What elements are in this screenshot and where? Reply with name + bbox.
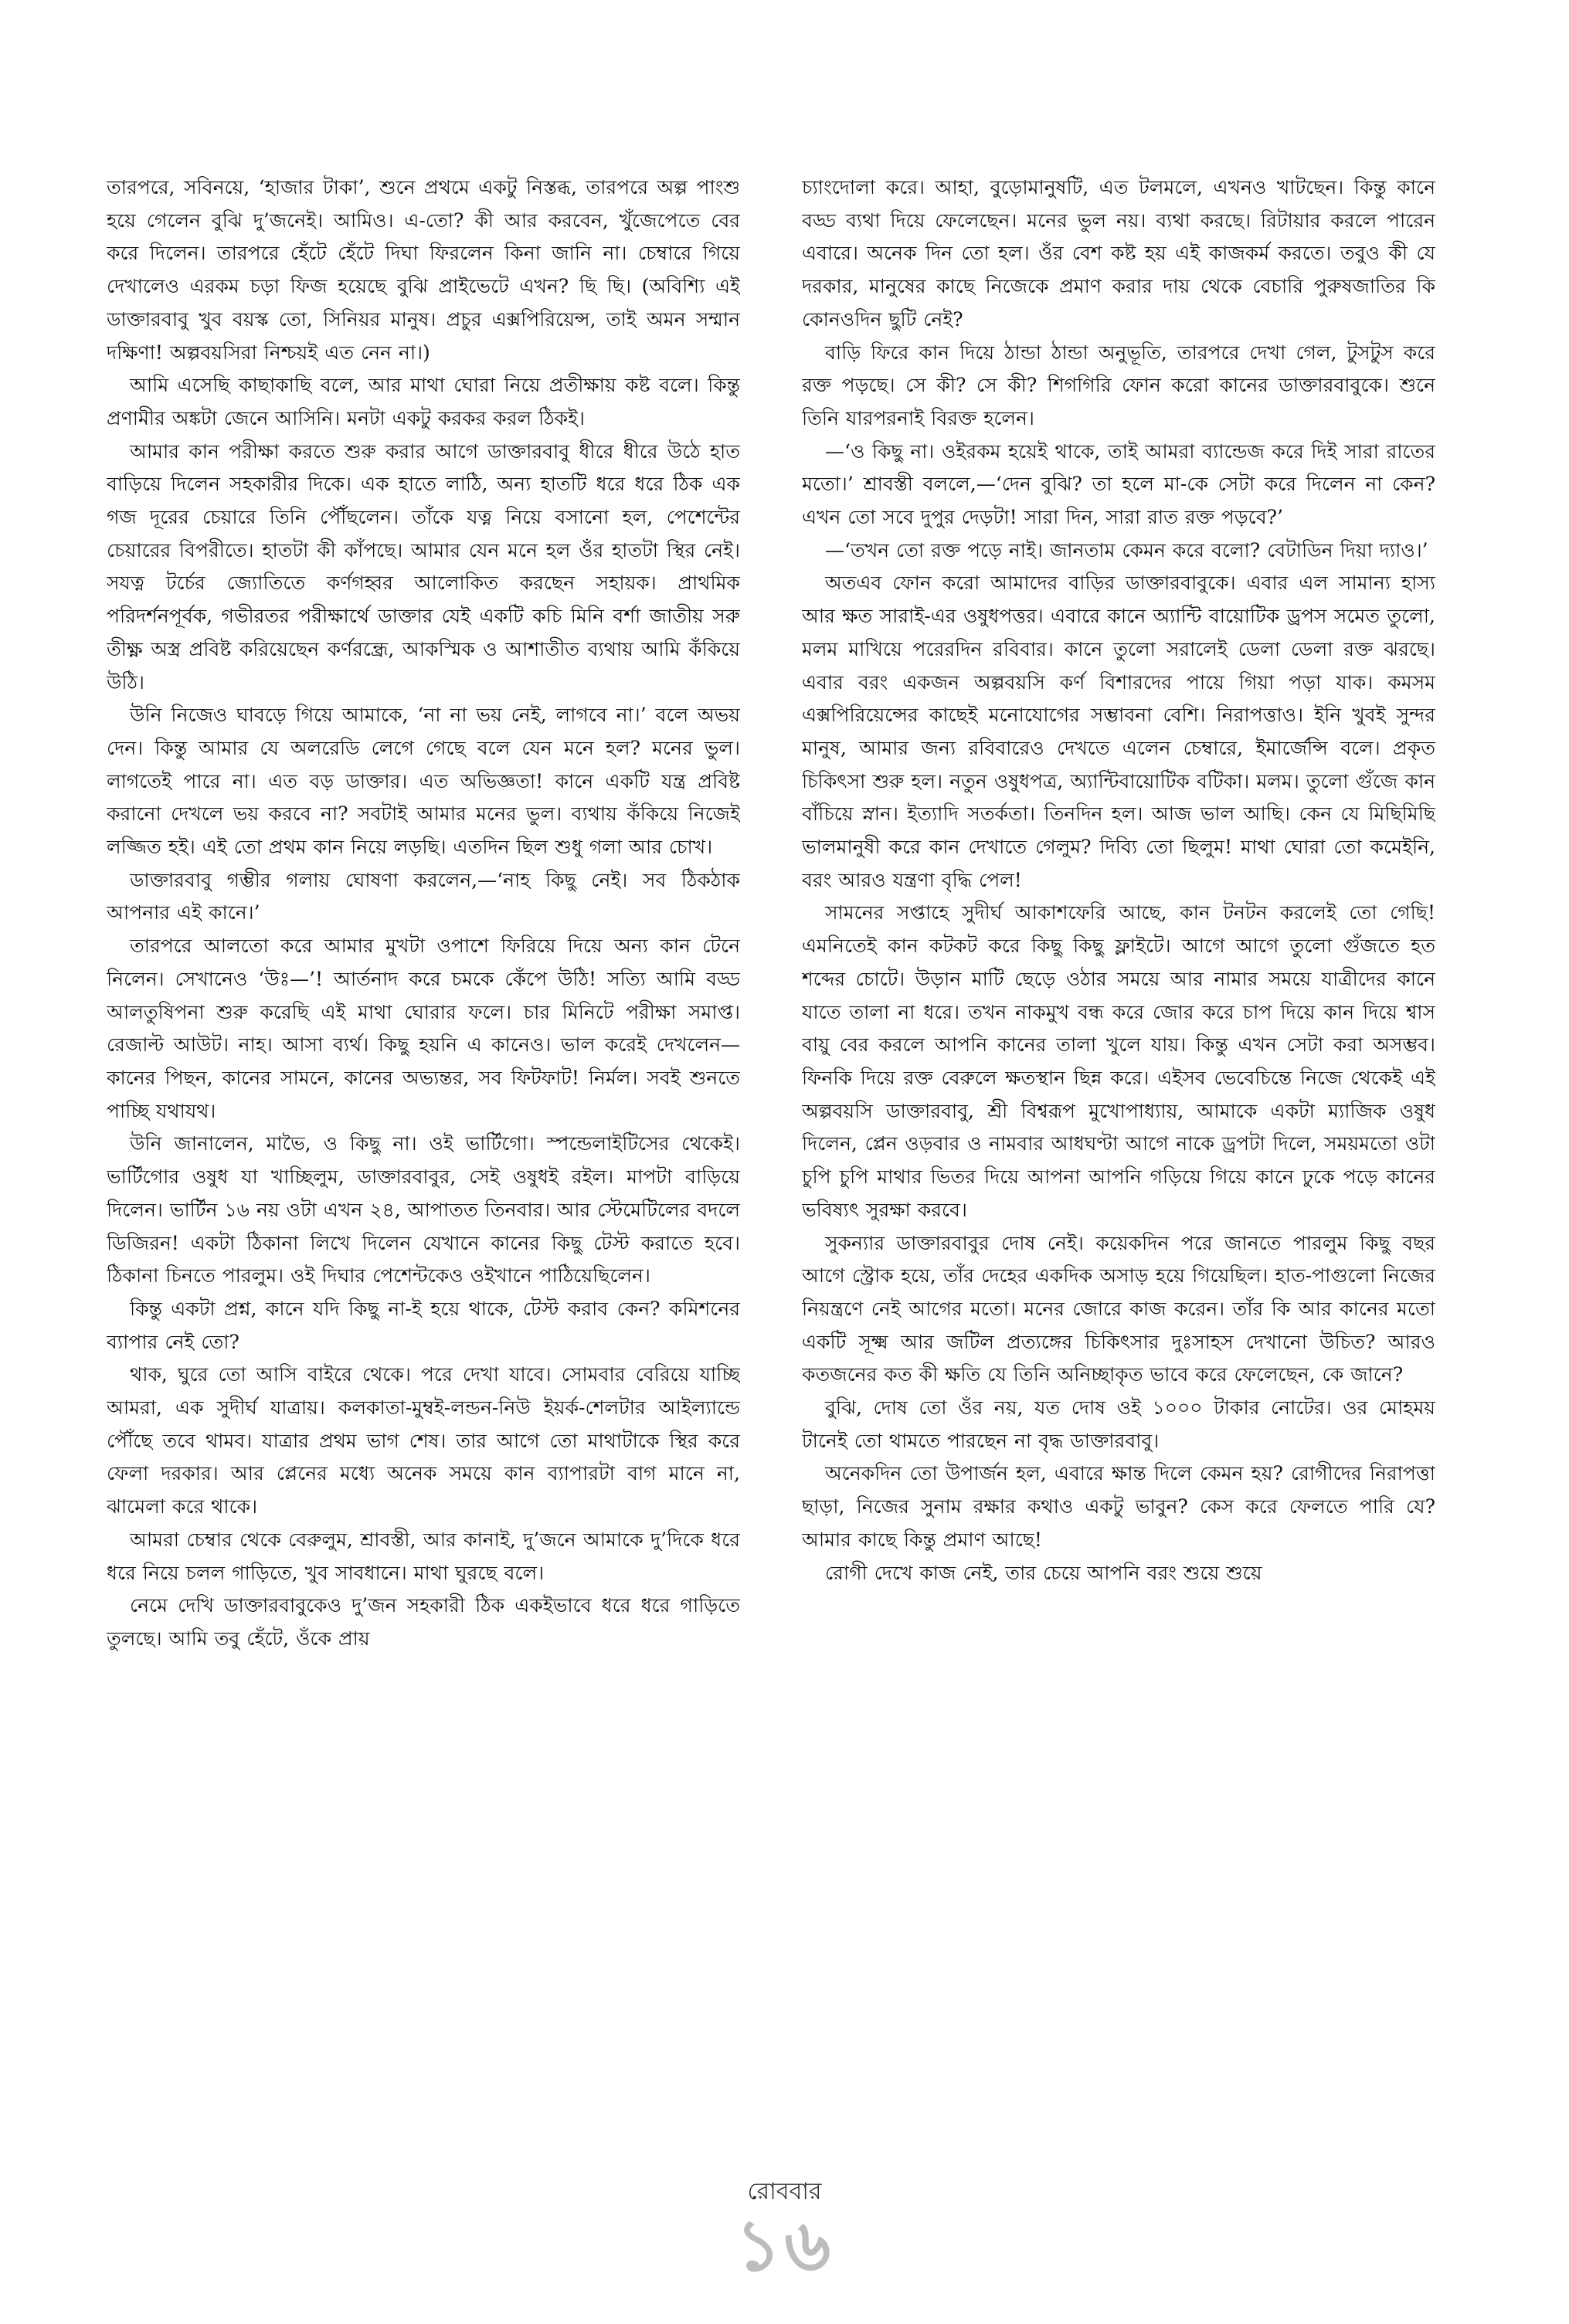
left-text-column	[107, 171, 740, 2149]
page-number: ১৬	[735, 2204, 834, 2287]
paragraph: সুকন্যার ডাক্তারবাবুর দোষ নেই। কয়েকদিন পরে জানতে পারলুম কিছু বছর আগে স্ট্রোক হয়ে, তাঁর দেহের একদিক অসাড় হয়ে গিয়েছিল। হাত-পাগুলো নিজের নিয়ন্ত্রণে নেই আগের মতো। মনের জোরে কাজ করেন। তাঁর কি আর কানের মতো একটি সূক্ষ্ম আর জটিল প্রত্যঙ্গের চিকিৎসার দুঃসাহস দেখানো উচিত? আরও কতজনের কত কী ক্ষতি যে তিনি অনিচ্ছাকৃত ভাবে করে ফেলেছেন, কে জানে?	[802, 1231, 1435, 1386]
paragraph: উনি নিজেও ঘাবড়ে গিয়ে আমাকে, ‘না না ভয় নেই, লাগবে না।’ বলে অভয় দেন। কিন্তু আমার যে অলরেডি লেগে গেছে বলে যেন মনে হল? মনের ভুল। লাগতেই পারে না। এত বড় ডাক্তার। এত অভিজ্ঞতা! কানে একটি যন্ত্র প্রবিষ্ট করানো দেখলে ভয় করবে না? সবটাই আমার মনের ভুল। ব্যথায় কঁকিয়ে নিজেই লজ্জিত হই। এই তো প্রথম কান নিয়ে লড়ছি। এতদিন ছিল শুধু গলা আর চোখ।	[107, 704, 740, 859]
paragraph: থাক, ঘুরে তো আসি বাইরে থেকে। পরে দেখা যাবে। সোমবার বেরিয়ে যাচ্ছি আমরা, এক সুদীর্ঘ যাত্রায়। কলকাতা-মুম্বই-লন্ডন-নিউ ইয়র্ক-শেলটার আইল্যান্ডে পৌঁছে তবে থামব। যাত্রার প্রথম ভাগ শেষ। তার আগে তো মাথাটাকে স্থির করে ফেলা দরকার। আর প্লেনের মধ্যে অনেক সময়ে কান ব্যাপারটা বাগ মানে না, ঝামেলা করে থাকে।	[107, 1363, 740, 1518]
paragraph: কিন্তু একটা প্রশ্ন, কানে যদি কিছু না-ই হয়ে থাকে, টেস্ট করাব কেন? কমিশনের ব্যাপার নেই তো?	[107, 1297, 740, 1353]
paragraph: আমি এসেছি কাছাকাছি বলে, আর মাথা ঘোরা নিয়ে প্রতীক্ষায় কষ্ট বলে। কিন্তু প্রণামীর অঙ্কটা জেনে আসিনি। মনটা একটু করকর করল ঠিকই।	[107, 374, 740, 429]
paragraph: সামনের সপ্তাহে সুদীর্ঘ আকাশফেরি আছে, কান টনটন করলেই তো গেছি! এমনিতেই কান কটকট করে কিছু কিছু ফ্লাইটে। আগে আগে তুলো গুঁজতে হত শব্দের চোটে। উড়ান মাটি ছেড়ে ওঠার সময়ে আর নামার সময়ে যাত্রীদের কানে যাতে তালা না ধরে। তখন নাকমুখ বন্ধ করে জোর করে চাপ দিয়ে কান দিয়ে শ্বাস বায়ু বের করলে আপনি কানের তালা খুলে যায়। কিন্তু এখন সেটা করা অসম্ভব। ফিনকি দিয়ে রক্ত বেরুলে ক্ষতস্থান ছিন্ন করে। এইসব ভেবেচিন্তে নিজে থেকেই এই অল্পবয়সি ডাক্তারবাবু, শ্রী বিশ্বরূপ মুখোপাধ্যায়, আমাকে একটা ম্যাজিক ওষুধ দিলেন, প্লেন ওড়বার ও নামবার আধঘণ্টা আগে নাকে ড্রপটা দিলে, সময়মতো ওটা চুপি চুপি মাথার ভিতর দিয়ে আপনা আপনি গড়িয়ে গিয়ে কানে ঢুকে পড়ে কানের ভবিষ্যৎ সুরক্ষা করবে।	[802, 901, 1435, 1221]
paragraph: আমরা চেম্বার থেকে বেরুলুম, শ্রাবস্তী, আর কানাই, দু’জনে আমাকে দু’দিকে ধরে ধরে নিয়ে চলল গাড়িতে, খুব সাবধানে। মাথা ঘুরছে বলে।	[107, 1528, 740, 1584]
paragraph: বুঝি, দোষ তো ওঁর নয়, যত দোষ ওই ১০০০ টাকার নোটের। ওর মোহময় টানেই তো থামতে পারছেন না বৃদ্ধ ডাক্তারবাবু।	[802, 1396, 1435, 1452]
paragraph: —‘তখন তো রক্ত পড়ে নাই। জানতাম কেমন করে বলো? বেটাডিন দিয়া দ্যাও।’	[825, 538, 1428, 561]
paragraph: —‘ও কিছু না। ওইরকম হয়েই থাকে, তাই আমরা ব্যান্ডেজ করে দিই সারা রাতের মতো।’ শ্রাবস্তী বললে,—‘দেন বুঝি? তা হলে মা-কে সেটা করে দিলেন না কেন? এখন তো সবে দুপুর দেড়টা! সারা দিন, সারা রাত রক্ত পড়বে?’	[802, 439, 1435, 529]
page-footer	[0, 2176, 1569, 2285]
paragraph: নেমে দেখি ডাক্তারবাবুকেও দু’জন সহকারী ঠিক একইভাবে ধরে ধরে গাড়িতে তুলছে। আমি তবু হেঁটে, ওঁকে প্রায়	[107, 1594, 740, 1650]
paragraph: উনি জানালেন, মাভৈ, ও কিছু না। ওই ভার্টিগো। স্পন্ডেলাইটিসের থেকেই। ভার্টিগোর ওষুধ যা খাচ্ছিলুম, ডাক্তারবাবুর, সেই ওষুধই রইল। মাপটা বাড়িয়ে দিলেন। ভার্টিন ১৬ নয় ওটা এখন ২৪, আপাতত তিনবার। আর স্টেমেটিলের বদলে ডিজিরন! একটা ঠিকানা লিখে দিলেন যেখানে কানের কিছু টেস্ট করাতে হবে। ঠিকানা চিনতে পারলুম। ওই দিঘার পেশেন্টকেও ওইখানে পাঠিয়েছিলেন।	[107, 1132, 740, 1288]
right-text-column	[802, 171, 1435, 2149]
paragraph: তারপরে আলতো করে আমার মুখটা ওপাশে ফিরিয়ে দিয়ে অন্য কান টেনে নিলেন। সেখানেও ‘উঃ—’! আর্তনাদ করে চমকে কেঁপে উঠি! সত্যি আমি বড্ড আলতুষিপনা শুরু করেছি এই মাথা ঘোরার ফলে। চার মিনিটে পরীক্ষা সমাপ্ত। রেজাল্ট আউট। নাহ। আসা ব্যর্থ। কিছু হয়নি এ কানেও। ভাল করেই দেখলেন—কানের পিছন, কানের সামনে, কানের অভ্যন্তর, সব ফিটফাট! নির্মল। সবই শুনতে পাচ্ছি যথাযথ।	[107, 935, 740, 1122]
paragraph: অনেকদিন তো উপার্জন হল, এবারে ক্ষান্ত দিলে কেমন হয়? রোগীদের নিরাপত্তা ছাড়া, নিজের সুনাম রক্ষার কথাও একটু ভাবুন? কেস করে ফেলতে পারি যে? আমার কাছে কিন্তু প্রমাণ আছে!	[802, 1462, 1435, 1551]
paragraph: রোগী দেখে কাজ নেই, তার চেয়ে আপনি বরং শুয়ে শুয়ে	[825, 1561, 1262, 1584]
paragraph: আমার কান পরীক্ষা করতে শুরু করার আগে ডাক্তারবাবু ধীরে ধীরে উঠে হাত বাড়িয়ে দিলেন সহকারীর দিকে। এক হাতে লাঠি, অন্য হাতটি ধরে ধরে ঠিক এক গজ দূরের চেয়ারে তিনি পৌঁছলেন। তাঁকে যত্ন নিয়ে বসানো হল, পেশেন্টের চেয়ারের বিপরীতে। হাতটা কী কাঁপছে। আমার যেন মনে হল ওঁর হাতটা স্থির নেই। সযত্ন টর্চের জ্যোতিতে কর্ণগহ্বর আলোকিত করছেন সহায়ক। প্রাথমিক পরিদর্শনপূর্বক, গভীরতর পরীক্ষার্থে ডাক্তার যেই একটি কচি মিনি বর্শা জাতীয় সরু তীক্ষ্ণ অস্ত্র প্রবিষ্ট করিয়েছেন কর্ণরন্ধ্রে, আকস্মিক ও আশাতীত ব্যথায় আমি কঁকিয়ে উঠি।	[107, 439, 740, 694]
paragraph: তারপরে, সবিনয়ে, ‘হাজার টাকা’, শুনে প্রথমে একটু নিস্তব্ধ, তারপরে অল্প পাংশু হয়ে গেলেন বুঝি দু’জনেই। আমিও। এ-তো? কী আর করবেন, খুঁজেপেতে বের করে দিলেন। তারপরে হেঁটে হেঁটে দিঘা ফিরলেন কিনা জানি না। চেম্বারে গিয়ে দেখালেও এরকম চড়া ফিজ হয়েছে বুঝি প্রাইভেটে এখন? ছি ছি। (অবিশ্যি এই ডাক্তারবাবু খুব বয়স্ক তো, সিনিয়র মানুষ। প্রচুর এক্সপিরিয়েন্স, তাই অমন সম্মান দক্ষিণা! অল্পবয়সিরা নিশ্চয়ই এত নেন না।)	[107, 176, 740, 364]
magazine-name: রোববার	[747, 2178, 822, 2205]
paragraph: বাড়ি ফিরে কান দিয়ে ঠান্ডা ঠান্ডা অনুভূতি, তারপরে দেখা গেল, টুসটুস করে রক্ত পড়ছে। সে কী? সে কী? শিগগিরি ফোন করো কানের ডাক্তারবাবুকে। শুনে তিনি যারপরনাই বিরক্ত হলেন।	[802, 341, 1435, 429]
paragraph: ডাক্তারবাবু গম্ভীর গলায় ঘোষণা করলেন,—‘নাহ কিছু নেই। সব ঠিকঠাক আপনার এই কানে।’	[107, 868, 740, 925]
paragraph: অতএব ফোন করো আমাদের বাড়ির ডাক্তারবাবুকে। এবার এল সামান্য হাস্য আর ক্ষত সারাই-এর ওষুধপত্তর। এবারে কানে অ্যান্টি বায়োটিক ড্রপস সমেত তুলো, মলম মাখিয়ে পরেরদিন রবিবার। কানে তুলো সরালেই ডেলা ডেলা রক্ত ঝরছে। এবার বরং একজন অল্পবয়সি কর্ণ বিশারদের পায়ে গিয়া পড়া যাক। কমসম এক্সপিরিয়েন্সের কাছেই মনোযোগের সম্ভাবনা বেশি। নিরাপত্তাও। ইনি খুবই সুন্দর মানুষ, আমার জন্য রবিবারেও দেখতে এলেন চেম্বারে, ইমার্জেন্সি বলে। প্রকৃত চিকিৎসা শুরু হল। নতুন ওষুধপত্র, অ্যান্টিবায়োটিক বটিকা। মলম। তুলো গুঁজে কান বাঁচিয়ে স্নান। ইত্যাদি সতর্কতা। তিনদিন হল। আজ ভাল আছি। কেন যে মিছিমিছি ভালমানুষী করে কান দেখাতে গেলুম? দিব্যি তো ছিলুম! মাথা ঘোরা তো কমেইনি, বরং আরও যন্ত্রণা বৃদ্ধি পেল!	[802, 572, 1435, 891]
paragraph: চ্যাংদোলা করে। আহা, বুড়োমানুষটি, এত টলমলে, এখনও খাটছেন। কিন্তু কানে বড্ড ব্যথা দিয়ে ফেলেছেন। মনের ভুল নয়। ব্যথা করছে। রিটায়ার করলে পারেন এবারে। অনেক দিন তো হল। ওঁর বেশ কষ্ট হয় এই কাজকর্ম করতে। তবুও কী যে দরকার, মানুষের কাছে নিজেকে প্রমাণ করার দায় থেকে বেচারি পুরুষজাতির কি কোনওদিন ছুটি নেই?	[802, 176, 1435, 331]
